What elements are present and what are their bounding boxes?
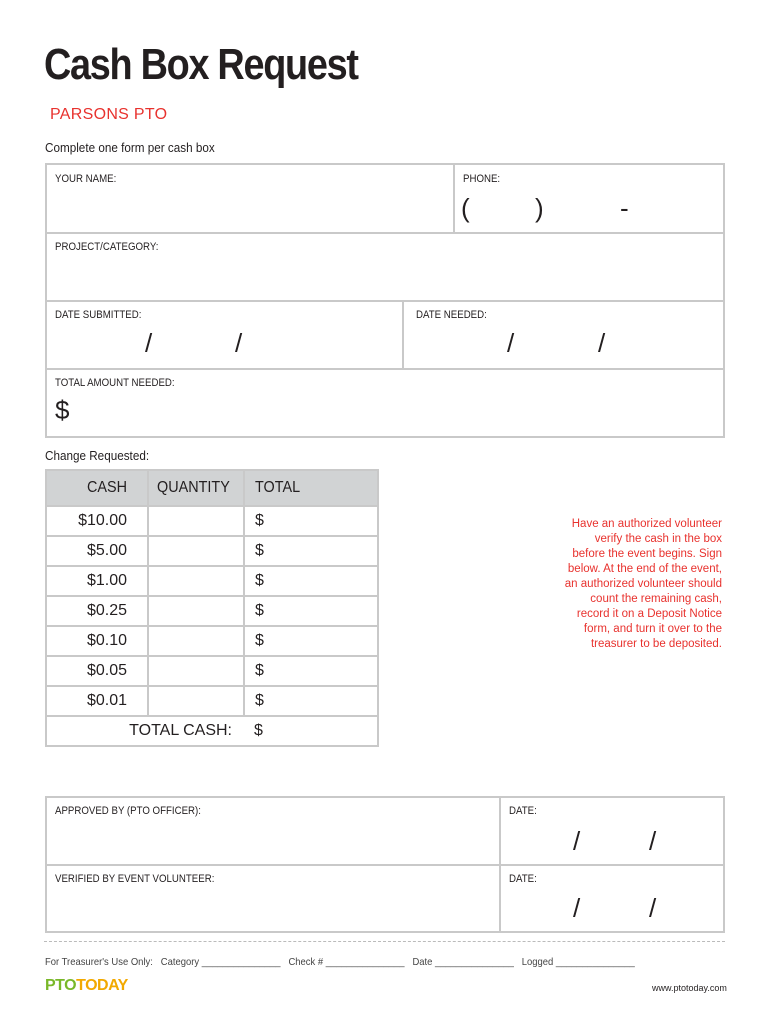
header-total: TOTAL xyxy=(244,470,378,506)
table-row xyxy=(46,596,378,626)
denomination-cell: $0.01 xyxy=(46,686,148,716)
dollar-sign: $ xyxy=(55,395,70,425)
instructions: Complete one form per cash box xyxy=(45,140,215,155)
date-needed-label: DATE NEEDED: xyxy=(416,309,487,321)
date-slash: / xyxy=(649,893,657,923)
quantity-input[interactable] xyxy=(148,656,244,686)
table-row xyxy=(46,506,378,536)
header-quantity: QUANTITY xyxy=(148,470,244,506)
verified-by-field[interactable] xyxy=(45,864,501,933)
total-cell[interactable]: $ xyxy=(244,686,378,716)
change-table xyxy=(45,469,379,747)
total-cell[interactable]: $ xyxy=(244,506,378,536)
project-field[interactable] xyxy=(45,232,725,302)
verified-date-field[interactable] xyxy=(499,864,725,933)
total-cell[interactable]: $ xyxy=(244,596,378,626)
denomination-cell: $0.25 xyxy=(46,596,148,626)
phone-close-paren: ) xyxy=(535,193,544,223)
header-cash: CASH xyxy=(46,470,148,506)
date-slash: / xyxy=(573,893,581,923)
total-amount-label: TOTAL AMOUNT NEEDED: xyxy=(55,377,175,389)
verified-by-label: VERIFIED BY EVENT VOLUNTEER: xyxy=(55,873,215,885)
name-field[interactable] xyxy=(45,163,455,234)
change-requested-label: Change Requested: xyxy=(45,448,150,463)
total-amount-field[interactable] xyxy=(45,368,725,438)
date-slash: / xyxy=(507,328,515,358)
phone-dash: - xyxy=(620,193,629,223)
date-slash: / xyxy=(145,328,153,358)
logo-part-today: TODAY xyxy=(76,977,128,994)
total-cell[interactable]: $ xyxy=(244,566,378,596)
total-cash-row xyxy=(46,716,378,746)
website-link[interactable]: www.ptotoday.com xyxy=(652,983,727,993)
treasurer-footer: For Treasurer's Use Only: Category _______________ Check # _______________ Date _______________ Logged _______________ xyxy=(45,956,635,968)
logo-part-pto: PTO xyxy=(45,977,77,994)
quantity-input[interactable] xyxy=(148,626,244,656)
instruction-note: Have an authorized volunteer verify the cash in the box before the event begins. Sign below. At the end of the event, an authorized volunteer should count the remaining cash, record it on a Deposit Notice form, and turn it over to the treasurer to be deposited. xyxy=(564,518,722,650)
table-header-row xyxy=(46,470,378,506)
quantity-input[interactable] xyxy=(148,506,244,536)
divider xyxy=(44,941,725,942)
approved-by-label: APPROVED BY (PTO OFFICER): xyxy=(55,805,201,817)
table-row xyxy=(46,686,378,716)
approved-by-field[interactable] xyxy=(45,796,501,866)
date-submitted-field[interactable] xyxy=(45,300,404,370)
quantity-input[interactable] xyxy=(148,686,244,716)
denomination-cell: $10.00 xyxy=(46,506,148,536)
date-submitted-label: DATE SUBMITTED: xyxy=(55,309,142,321)
pto-today-logo xyxy=(45,977,128,995)
page-title: Cash Box Request xyxy=(44,40,358,89)
total-cash-label: TOTAL CASH: xyxy=(129,722,232,739)
total-cash-value[interactable]: $ xyxy=(254,722,263,739)
approved-date-field[interactable] xyxy=(499,796,725,866)
table-row xyxy=(46,626,378,656)
phone-label: PHONE: xyxy=(463,173,501,185)
table-row xyxy=(46,536,378,566)
date-slash: / xyxy=(235,328,243,358)
date-slash: / xyxy=(598,328,606,358)
date-label: DATE: xyxy=(509,805,537,817)
phone-open-paren: ( xyxy=(461,193,470,223)
denomination-cell: $0.10 xyxy=(46,626,148,656)
date-slash: / xyxy=(573,826,581,856)
project-label: PROJECT/CATEGORY: xyxy=(55,241,159,253)
table-row xyxy=(46,656,378,686)
date-label: DATE: xyxy=(509,873,537,885)
denomination-cell: $1.00 xyxy=(46,566,148,596)
quantity-input[interactable] xyxy=(148,596,244,626)
your-name-label: YOUR NAME: xyxy=(55,173,117,185)
total-cell[interactable]: $ xyxy=(244,626,378,656)
total-cell[interactable]: $ xyxy=(244,656,378,686)
quantity-input[interactable] xyxy=(148,536,244,566)
phone-field[interactable] xyxy=(453,163,725,234)
organization-name: PARSONS PTO xyxy=(50,106,168,123)
date-slash: / xyxy=(649,826,657,856)
date-needed-field[interactable] xyxy=(402,300,725,370)
table-row xyxy=(46,566,378,596)
total-cell[interactable]: $ xyxy=(244,536,378,566)
denomination-cell: $5.00 xyxy=(46,536,148,566)
quantity-input[interactable] xyxy=(148,566,244,596)
denomination-cell: $0.05 xyxy=(46,656,148,686)
